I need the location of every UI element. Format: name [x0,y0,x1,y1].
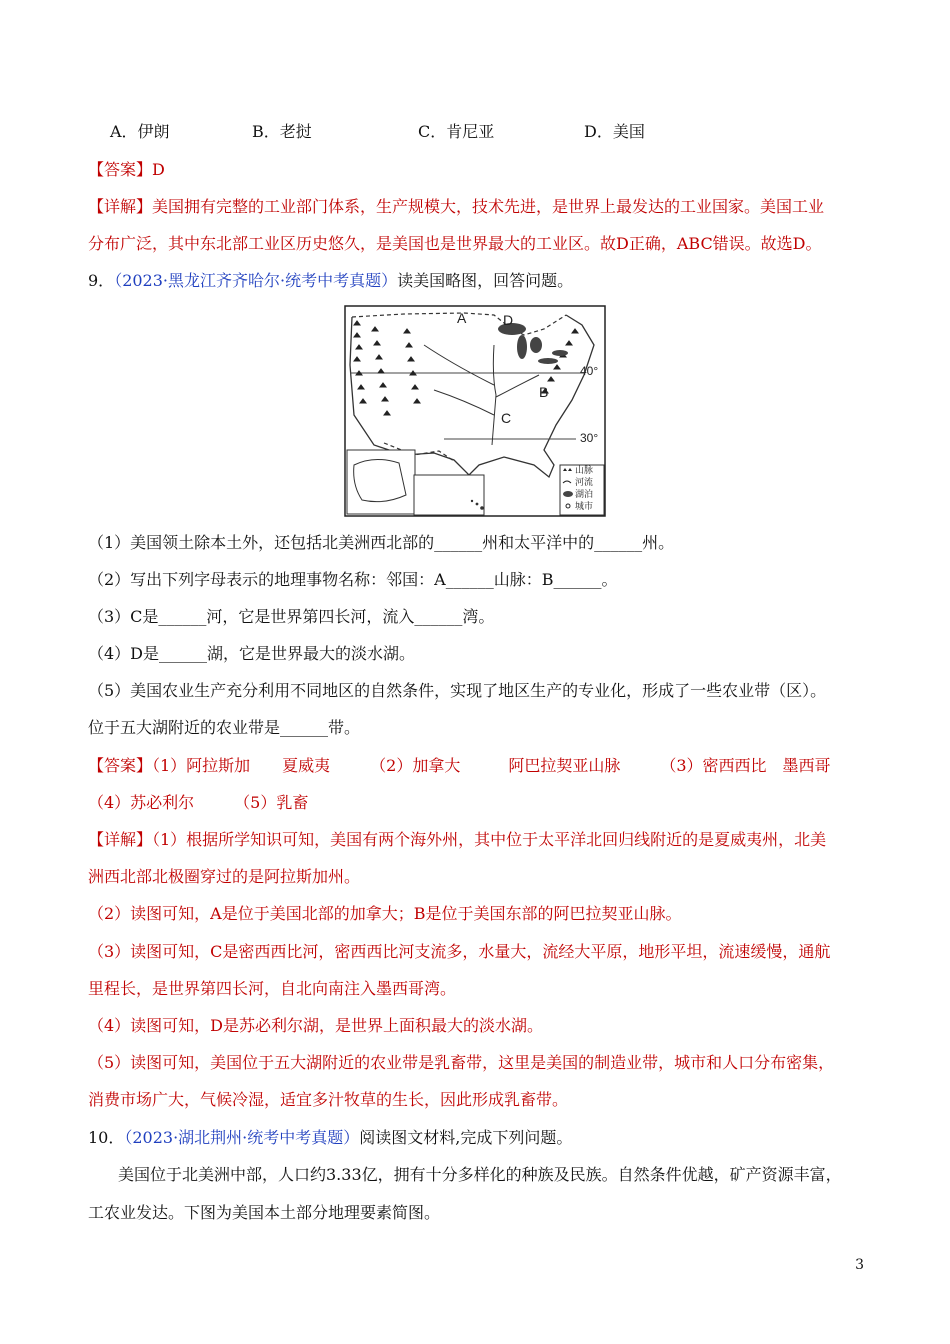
q9-stem [88,270,860,292]
q10-number: 10． [88,1128,125,1147]
q9-source: （2023·黑龙江齐齐哈尔·统考中考真题） [114,271,398,290]
legend-city: 城市 [575,502,594,512]
q9-detail-8: 消费市场广大，气候冷湿，适宜多汁牧草的生长，因此形成乳畜带。 [88,1090,569,1109]
option-c: C．肯尼亚 [418,122,495,141]
q10-paragraph-2: 工农业发达。下图为美国本土部分地理要素简图。 [88,1203,441,1222]
hawaii-inset [414,475,484,515]
q9-detail-1: 【详解】（1）根据所学知识可知，美国有两个海外州，其中位于太平洋北回归线附近的是夏威夷州，北美 [88,830,827,849]
usa-map [344,305,606,517]
q8-detail-line-1: 【详解】美国拥有完整的工业部门体系，生产规模大，技术先进，是世界上最发达的工业国家。美国工业 [88,197,825,216]
map-label-a: A [457,310,467,326]
map-label-40: 40° [580,364,599,378]
q10-stem-text: 阅读图文材料,完成下列问题。 [359,1128,573,1147]
q10-paragraph-1: 美国位于北美洲中部，人口约3.33亿，拥有十分多样化的种族及民族。自然条件优越，矿产资源丰富， [118,1165,842,1184]
q9-detail-7: （5）读图可知，美国位于五大湖附近的农业带是乳畜带，这里是美国的制造业带，城市和人口分布密集， [88,1053,835,1072]
q9-sub-4: （4）D是______湖，它是世界最大的淡水湖。 [88,644,416,663]
q8-detail-line-2: 分布广泛，其中东北部工业区历史悠久，是美国也是世界最大的工业区。故D正确，ABC错误。故选D。 [88,234,822,253]
option-a: A．伊朗 [110,122,170,141]
map-label-30: 30° [580,431,599,445]
q9-sub-1: （1）美国领土除本土外，还包括北美洲西北部的______州和太平洋中的______州。 [88,533,675,552]
q9-number: 9． [88,271,115,290]
q9-stem-text: 读美国略图，回答问题。 [397,271,574,290]
q9-sub-3: （3）C是______河，它是世界第四长河，流入______湾。 [88,607,495,626]
q10-source: （2023·湖北荆州·统考中考真题） [124,1128,360,1147]
map-label-d: D [503,312,514,328]
q9-detail-4: （3）读图可知，C是密西西比河，密西西比河支流多，水量大，流经大平原，地形平坦，流速缓慢，通航 [88,942,831,961]
q8-options [88,121,860,143]
legend-mountain: 山脉 [575,466,594,476]
q9-answer-line-2: （4）苏必利尔 （5）乳畜 [88,793,309,812]
map-label-c: C [501,410,512,426]
map-label-b: B [539,384,549,400]
q9-detail-5: 里程长，是世界第四长河，自北向南注入墨西哥湾。 [88,979,457,998]
q9-detail-3: （2）读图可知，A是位于美国北部的加拿大；B是位于美国东部的阿巴拉契亚山脉。 [88,904,682,923]
option-d: D．美国 [584,122,645,141]
q9-sub-5: （5）美国农业生产充分利用不同地区的自然条件，实现了地区生产的专业化，形成了一些农业带（区）。 [88,681,827,700]
legend-lake: 湖泊 [575,490,594,500]
q9-sub-2: （2）写出下列字母表示的地理事物名称：邻国：A______山脉：B______。 [88,570,618,589]
option-b: B．老挝 [252,122,312,141]
q9-sub-5-cont: 位于五大湖附近的农业带是______带。 [88,718,361,737]
legend-river: 河流 [575,478,594,488]
page-number: 3 [855,1257,864,1273]
q9-detail-6: （4）读图可知，D是苏必利尔湖，是世界上面积最大的淡水湖。 [88,1016,544,1035]
q9-answer-line-1: 【答案】（1）阿拉斯加 夏威夷 （2）加拿大 阿巴拉契亚山脉 （3）密西西比 墨西哥 [88,756,831,775]
q10-stem [88,1127,860,1149]
q9-detail-2: 洲西北部北极圈穿过的是阿拉斯加州。 [88,867,361,886]
q8-answer: 【答案】D [88,160,165,179]
